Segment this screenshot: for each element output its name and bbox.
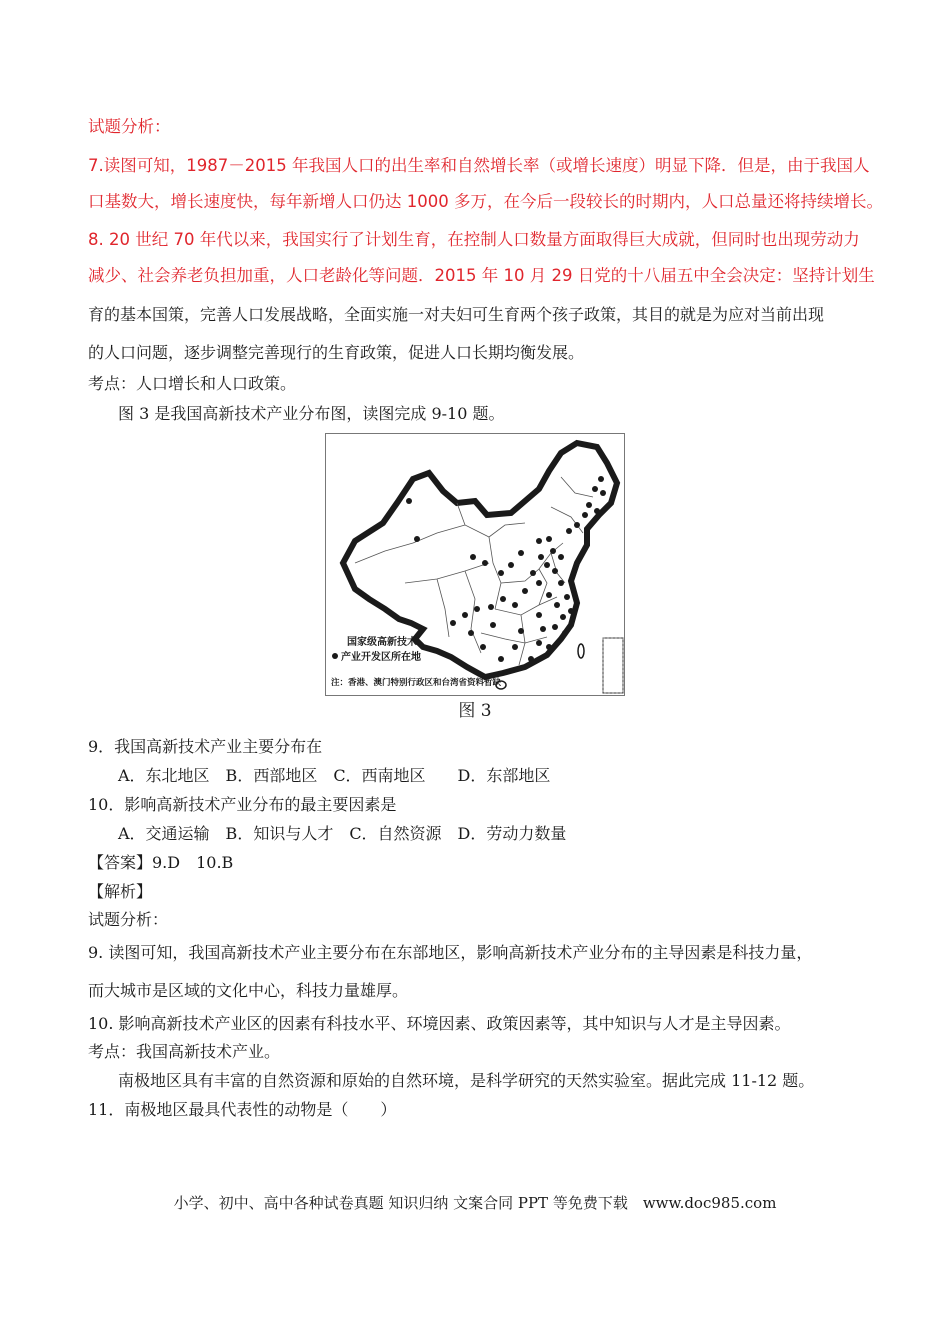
- analysis-9-line1: 9. 读图可知，我国高新技术产业主要分布在东部地区，影响高新技术产业分布的主导因素是科技力量，: [88, 943, 813, 962]
- intro-9-10: 图 3 是我国高新技术产业分布图，读图完成 9-10 题。: [118, 404, 505, 423]
- map-legend-line1: 国家级高新技术: [347, 637, 417, 648]
- kaodian-1: 考点：人口增长和人口政策。: [88, 374, 297, 393]
- map-legend-line2: 产业开发区所在地: [341, 652, 421, 663]
- q10-stem: 10．影响高新技术产业分布的最主要因素是: [88, 795, 397, 814]
- q9-options: A．东北地区 B．西部地区 C．西南地区 D．东部地区: [118, 766, 551, 785]
- analysis-8-line3: 育的基本国策，完善人口发展战略，全面实施一对夫妇可生育两个孩子政策，其目的就是为应对当前出现: [88, 305, 825, 324]
- map-note: 注：香港、澳门特别行政区和台湾省资料暂缺: [331, 678, 502, 688]
- map-caption: 图 3: [458, 701, 492, 721]
- answer: 【答案】9.D 10.B: [88, 853, 234, 872]
- analysis-8-line4: 的人口问题，逐步调整完善现行的生育政策，促进人口长期均衡发展。: [88, 343, 585, 362]
- analysis2-heading: 试题分析：: [88, 910, 169, 929]
- analysis-10: 10. 影响高新技术产业区的因素有科技水平、环境因素、政策因素等，其中知识与人才是主导因素。: [88, 1014, 791, 1033]
- map-svg: [325, 433, 625, 721]
- analysis-9-line2: 而大城市是区域的文化中心，科技力量雄厚。: [88, 981, 409, 1000]
- jiexi-heading: 【解析】: [88, 882, 153, 901]
- q10-options: A．交通运输 B．知识与人才 C．自然资源 D．劳动力数量: [118, 824, 567, 843]
- q9-stem: 9．我国高新技术产业主要分布在: [88, 737, 323, 756]
- analysis-7-line2: 口基数大，增长速度快，每年新增人口仍达 1000 多万，在今后一段较长的时期内，人口总量还将持续增长。: [88, 192, 883, 211]
- analysis-heading: 试题分析：: [88, 117, 171, 136]
- analysis-8-line2: 减少、社会养老负担加重，人口老龄化等问题．2015 年 10 月 29 日党的十八届五中全会决定：坚持计划生: [88, 266, 875, 285]
- legend-dot: [332, 653, 338, 659]
- analysis-8-line1: 8. 20 世纪 70 年代以来，我国实行了计划生育，在控制人口数量方面取得巨大成就，但同时也出现劳动力: [88, 230, 860, 249]
- q11-stem: 11．南极地区最具代表性的动物是（ ）: [88, 1100, 397, 1119]
- intro-11-12: 南极地区具有丰富的自然资源和原始的自然环境，是科学研究的天然实验室。据此完成 11-12 题。: [118, 1071, 815, 1090]
- analysis-7-line1: 7.读图可知，1987－2015 年我国人口的出生率和自然增长率（或增长速度）明显下降．但是，由于我国人: [88, 156, 870, 175]
- kaodian-2: 考点：我国高新技术产业。: [88, 1042, 281, 1061]
- page-footer: 小学、初中、高中各种试卷真题 知识归纳 文案合同 PPT 等免费下载 www.doc985.com: [173, 1194, 777, 1212]
- china-hightech-map: [325, 433, 625, 721]
